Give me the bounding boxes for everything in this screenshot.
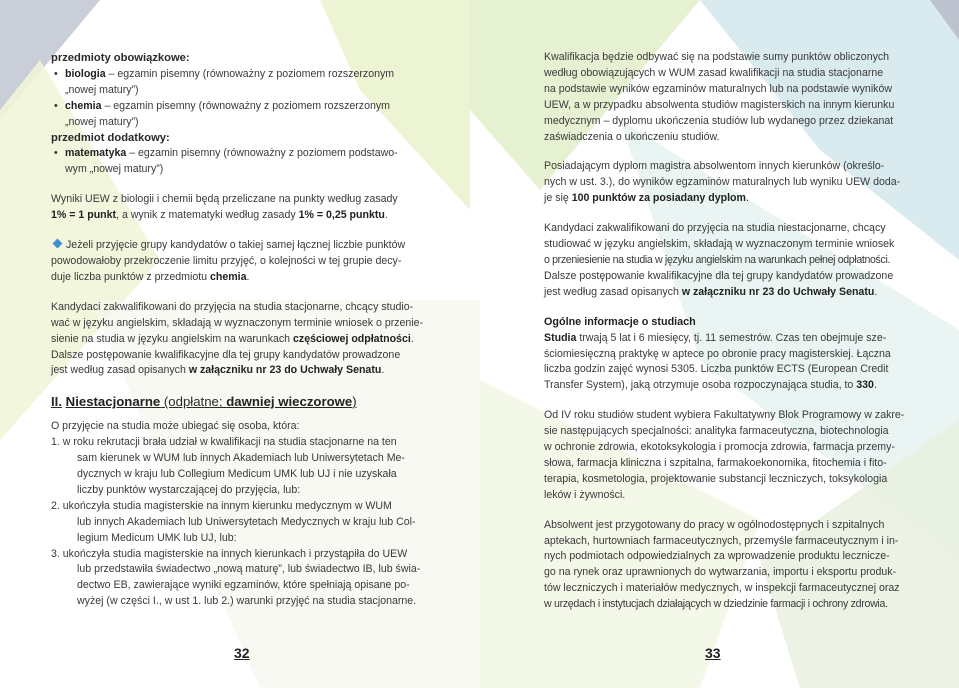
- diploma-bonus-paragraph: [544, 159, 908, 207]
- text: .: [745, 192, 749, 205]
- page-number-left: 32: [234, 645, 250, 661]
- text: UEW, a w przypadku absolwenta studiów magisterskich na innym kierunku: [544, 98, 895, 111]
- text: legium Medicum UMK lub UJ, lub:: [77, 531, 237, 544]
- text: dectwo EB, zawierające wyniki egzaminów, które spełniają opisane po-: [77, 579, 410, 592]
- text: nych w ust. 3.), do wyników egzaminów maturalnych lub wyniku UEW doda-: [544, 176, 901, 189]
- admission-conditions-list: [51, 435, 491, 610]
- text: słowa, farmacja kliniczna i szpitalna, farmakoekonomika, fitochemia i fito-: [544, 456, 887, 469]
- text-bold: częściowej odpłatności: [293, 332, 411, 345]
- subject-desc: – egzamin pisemny (równoważny z poziomem podstawo-: [126, 147, 398, 160]
- qualification-paragraph: [544, 50, 908, 145]
- results-paragraph: [51, 192, 491, 224]
- text: sam kierunek w WUM lub innych Akademiach lub Uniwersytetach Me-: [77, 452, 405, 465]
- text: na podstawie wyników egzaminów maturalnych lub na podstawie wyników: [544, 82, 893, 95]
- text: dycznych w kraju lub Collegium Medicum UMK lub UJ i nie uzyskała: [77, 468, 397, 481]
- text: Od IV roku studiów student wybiera Fakultatywny Blok Programowy w zakre-: [544, 409, 905, 422]
- text: jest według zasad opisanych: [544, 285, 682, 298]
- text: powodowałoby przekroczenie limitu przyjęć, o kolejności w tej grupie decy-: [51, 254, 402, 267]
- section-name: Niestacjonarne: [65, 394, 161, 410]
- text: Kandydaci zakwalifikowani do przyjęcia na studia niestacjonarne, chcący: [544, 222, 886, 235]
- text: Absolwent jest przygotowany do pracy w ogólnodostępnych i szpitalnych: [544, 518, 885, 531]
- text-bold: 1% = 0,25 punktu: [298, 209, 385, 222]
- text: jest według zasad opisanych: [51, 364, 189, 377]
- text: terapia, kosmetologia, projektowanie substancji leczniczych, toksykologia: [544, 472, 888, 485]
- text: Transfer System), jaką otrzymuje osoba rozpoczynająca studia, to: [544, 379, 857, 392]
- section-title: [51, 393, 491, 410]
- subject-desc: – egzamin pisemny (równoważny z poziomem rozszerzonym: [105, 67, 395, 80]
- tie-break-paragraph: [51, 238, 491, 286]
- general-info-paragraph: [544, 331, 908, 395]
- text: duje liczba punktów z przedmiotu: [51, 270, 210, 283]
- text: zaświadczenia o ukończeniu studiów.: [544, 130, 720, 143]
- text: go na rynek oraz uprawnionych do wytwarzania, importu i eksportu produk-: [544, 566, 897, 579]
- text: sienie na studia w języku angielskim na warunkach: [51, 332, 294, 345]
- specializations-paragraph: [544, 408, 908, 503]
- text: Kwalifikacja będzie odbywać się na podstawie sumy punktów obliczonych: [544, 51, 890, 63]
- text: medycznym – dyplomu ukończenia studiów lub wydanego przez dziekanat: [544, 114, 894, 127]
- text: ściomiesięczną praktykę w aptece po obronie pracy magisterskiej. Łączna: [544, 347, 891, 360]
- diamond-bullet-icon: [53, 239, 63, 249]
- text: wać w języku angielskim, składają w wyznaczonym terminie wniosek o przenie-: [51, 316, 424, 329]
- text: w urzędach i instytucjach działających w dziedzinie farmacji i ochrony zdrowia.: [544, 598, 888, 611]
- text: , a wynik z matematyki według zasady: [116, 209, 299, 222]
- text: wyżej (w części I., w ust 1. lub 2.) warunki przyjęć na studia stacjonarne.: [77, 595, 417, 608]
- section-number: II.: [51, 394, 62, 410]
- text: liczby punktów wystarczającej do przyjęcia, lub:: [77, 483, 301, 496]
- text: nych podmiotach odpowiedzialnych za wprowadzenie produktu lecznicze-: [544, 550, 890, 563]
- subject-name: biologia: [65, 67, 106, 80]
- text: 2. ukończyła studia magisterskie na innym kierunku medycznym w WUM: [51, 499, 392, 512]
- section-note: (odpłatne;: [160, 394, 227, 410]
- text: o przeniesienie na studia w języku angielskim na warunkach pełnej odpłatności.: [544, 253, 891, 266]
- english-transfer-paragraph-right: [544, 221, 908, 301]
- optional-subject-item: [51, 146, 491, 178]
- required-subject-item: [51, 99, 491, 131]
- text-bold: 330: [856, 379, 874, 392]
- text: studiować w języku angielskim, składają w wyznaczonym terminie wniosek: [544, 238, 895, 251]
- text: Dalsze postępowanie kwalifikacyjne dla tej grupy kandydatów prowadzone: [51, 348, 401, 361]
- text: .: [384, 209, 388, 222]
- subject-desc-cont: „nowej matury”): [65, 83, 139, 96]
- text: .: [410, 332, 414, 345]
- subject-name: chemia: [65, 99, 102, 112]
- section-note-bold: dawniej wieczorowe: [226, 394, 353, 410]
- subject-desc-cont: „nowej matury”): [65, 115, 139, 128]
- required-subject-item: [51, 67, 491, 99]
- text: 1. w roku rekrutacji brała udział w kwalifikacji na studia stacjonarne na ten: [51, 436, 397, 449]
- text: trwają 5 lat i 6 miesięcy, tj. 11 semestrów. Czas ten obejmuje sze-: [576, 331, 887, 344]
- required-subjects-heading: przedmioty obowiązkowe:: [51, 52, 190, 64]
- text: aptekach, hurtowniach farmaceutycznych, przemyśle farmaceutycznym i in-: [544, 534, 899, 547]
- text: .: [874, 285, 878, 298]
- text: tów leczniczych i materiałów medycznych, w inspekcji farmaceutycznej oraz: [544, 582, 900, 595]
- text: Jeżeli przyjęcie grupy kandydatów o takiej samej łącznej liczbie punktów: [66, 239, 406, 252]
- text: lub przedstawiła świadectwo „nową maturę”, lub świadectwo IB, lub świa-: [77, 563, 421, 576]
- text-bold: Studia: [544, 331, 577, 344]
- left-page: [51, 51, 491, 610]
- text: w ochronie zdrowia, ekotoksykologia i promocja zdrowia, farmacja przemy-: [544, 441, 895, 454]
- text: leków i żywności.: [544, 488, 626, 501]
- text-bold: chemia: [210, 270, 247, 283]
- text: według obowiązujących w WUM zasad kwalifikacji na studia stacjonarne: [544, 66, 884, 79]
- text: Dalsze postępowanie kwalifikacyjne dla tej grupy kandydatów prowadzone: [544, 269, 894, 282]
- text-bold: 1% = 1 punkt: [51, 209, 117, 222]
- list-item: [51, 435, 491, 499]
- text-bold: 100 punktów za posiadany dyplom: [571, 192, 746, 205]
- text: 3. ukończyła studia magisterskie na innych kierunkach i przystąpiła do UEW: [51, 547, 408, 560]
- text: liczba godzin zajęć wynosi 5305. Liczba punktów ECTS (European Credit: [544, 363, 889, 376]
- graduate-paragraph: [544, 518, 908, 613]
- subject-desc: – egzamin pisemny (równoważny z poziomem rozszerzonym: [101, 99, 391, 112]
- text: Wyniki UEW z biologii i chemii będą przeliczane na punkty według zasady: [51, 193, 398, 206]
- list-item: [51, 547, 491, 611]
- text-bold: w załączniku nr 23 do Uchwały Senatu: [188, 364, 382, 377]
- text: .: [381, 364, 385, 377]
- list-item: [51, 499, 491, 547]
- text: .: [246, 270, 250, 283]
- page-number-right: 33: [705, 645, 721, 661]
- right-page: [544, 50, 908, 613]
- text: Kandydaci zakwalifikowani do przyjęcia na studia stacjonarne, chcący studio-: [51, 300, 414, 313]
- text: Posiadającym dyplom magistra absolwentom innych kierunków (określo-: [544, 160, 885, 173]
- section-note: ): [352, 394, 357, 410]
- admission-intro: O przyjęcie na studia może ubiegać się osoba, która:: [51, 420, 300, 433]
- text-bold: w załączniku nr 23 do Uchwały Senatu: [681, 285, 875, 298]
- text: sie następujących specjalności: analityka farmaceutyczna, biotechnologia: [544, 425, 889, 438]
- subject-name: matematyka: [65, 147, 127, 160]
- english-transfer-paragraph: [51, 300, 491, 380]
- general-info-heading: Ogólne informacje o studiach: [544, 315, 696, 328]
- optional-subject-heading: przedmiot dodatkowy:: [51, 131, 170, 144]
- subject-desc-cont: wym „nowej matury”): [65, 163, 164, 176]
- text: .: [873, 379, 877, 392]
- text: lub innych Akademiach lub Uniwersytetach Medycznych w kraju lub Col-: [77, 515, 416, 528]
- text: je się: [544, 192, 572, 205]
